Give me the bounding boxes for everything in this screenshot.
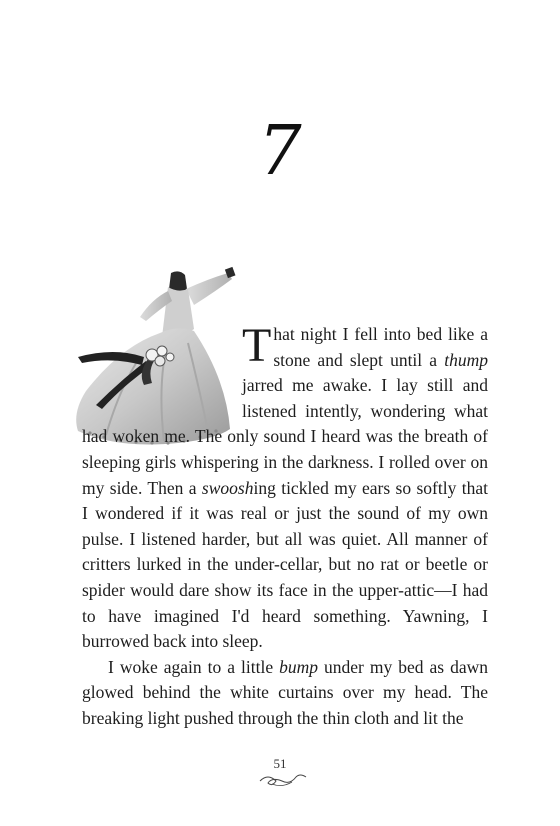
paragraph-1-text-c: ing tickled my ears so softly that I wondered if it was real or just the sound of my own pulse. I listened harder, but all was quiet. All manner of critters lurked in the under-cellar, but no rat or beetle or spider would dare show its face in the upper-attic—I had to have imagined I'd heard something. Yawning, I burrowed back into sleep.	[82, 477, 488, 652]
illustration-spacer	[82, 322, 242, 424]
paragraph-1	[82, 319, 488, 655]
paragraph-1-text-b: jarred me awake. I lay still and listened intently, wondering what had woken me. The only sound I heard was the breath of sleeping girls whispering in the darkness. I rolled over on my side. Then a	[82, 375, 488, 498]
paragraph-2	[82, 655, 488, 732]
paragraph-2-text-b: under my bed as dawn glowed behind the white curtains over my head. The breaking light pushed through the thin cloth and lit the	[82, 656, 488, 728]
paragraph-1-emphasis-thump: thump	[444, 349, 488, 370]
drop-cap: T	[242, 319, 272, 372]
paragraph-2-text-a: I woke again to a little	[108, 656, 280, 677]
chapter-body	[82, 319, 488, 732]
chapter-number: 7	[258, 112, 302, 191]
paragraph-1-emphasis-swoosh: swoosh	[201, 477, 254, 498]
paragraph-1-text-a: hat night I fell into bed like a stone and slept until a	[273, 324, 488, 370]
page-number: 51	[273, 756, 287, 771]
flourish-ornament-icon	[258, 772, 308, 788]
paragraph-2-emphasis-bump: bump	[279, 656, 319, 677]
